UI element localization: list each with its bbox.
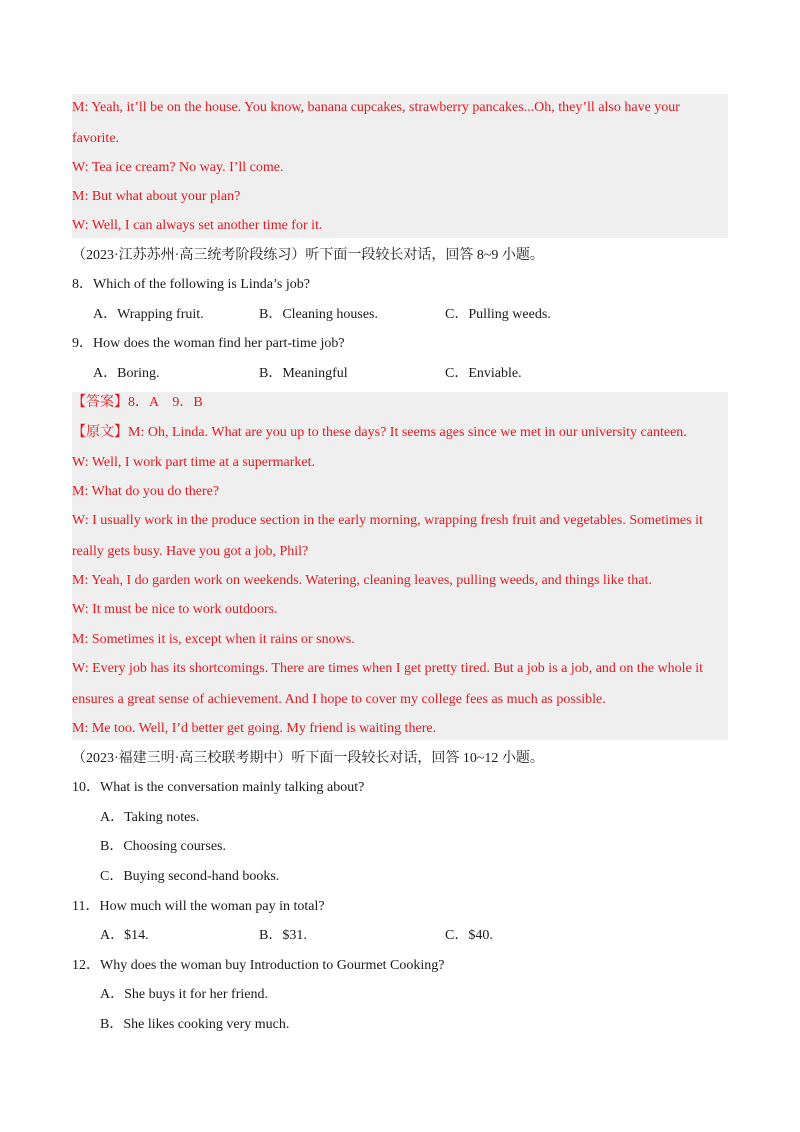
option-c: C．$40. bbox=[445, 928, 493, 943]
transcript-line: W: It must be nice to work outdoors. bbox=[72, 602, 278, 617]
transcript-line: M: Sometimes it is, except when it rains or snows. bbox=[72, 632, 355, 647]
section-intro: （2023·福建三明·高三校联考期中）听下面一段较长对话，回答 10~12 小题。 bbox=[72, 751, 544, 766]
option-c: C．Pulling weeds. bbox=[445, 307, 551, 322]
transcript-line: M: Me too. Well, I’d better get going. My friend is waiting there. bbox=[72, 721, 437, 736]
option-b: B．She likes cooking very much. bbox=[100, 1017, 290, 1032]
option-c: C．Enviable. bbox=[445, 366, 522, 381]
dialog-line: W: Tea ice cream? No way. I’ll come. bbox=[72, 160, 284, 175]
option-a: A．Boring. bbox=[93, 366, 160, 381]
question-stem: 9．How does the woman find her part-time job? bbox=[72, 336, 345, 351]
transcript-line: M: Yeah, I do garden work on weekends. Watering, cleaning leaves, pulling weeds, and things like that. bbox=[72, 573, 652, 588]
question-stem: 12．Why does the woman buy Introduction to Gourmet Cooking? bbox=[72, 958, 445, 973]
option-b: B．Choosing courses. bbox=[100, 839, 226, 854]
transcript-line: really gets busy. Have you got a job, Phil? bbox=[72, 544, 309, 559]
answer-shade bbox=[72, 392, 728, 740]
transcript-line: W: Well, I work part time at a supermarket. bbox=[72, 455, 316, 470]
transcript-line: W: Every job has its shortcomings. There are times when I get pretty tired. But a job is a job, and on the whole it bbox=[72, 661, 704, 676]
dialog-line: favorite. bbox=[72, 131, 120, 146]
option-a: A．She buys it for her friend. bbox=[100, 987, 268, 1002]
option-c: C．Buying second-hand books. bbox=[100, 869, 280, 884]
dialog-line: W: Well, I can always set another time for it. bbox=[72, 218, 323, 233]
transcript-line: M: What do you do there? bbox=[72, 484, 220, 499]
option-a: A．$14. bbox=[100, 928, 149, 943]
answer-key: 【答案】8．A 9．B bbox=[72, 395, 203, 410]
option-b: B．Cleaning houses. bbox=[259, 307, 378, 322]
question-stem: 11．How much will the woman pay in total? bbox=[72, 899, 325, 914]
option-b: B．$31. bbox=[259, 928, 307, 943]
question-stem: 8．Which of the following is Linda’s job? bbox=[72, 277, 310, 292]
transcript-line: 【原文】M: Oh, Linda. What are you up to these days? It seems ages since we met in our university canteen. bbox=[72, 425, 687, 440]
transcript-line: W: I usually work in the produce section in the early morning, wrapping fresh fruit and vegetables. Sometimes it bbox=[72, 513, 703, 528]
dialog-line: M: Yeah, it’ll be on the house. You know, banana cupcakes, strawberry pancakes...Oh, they’ll also have your bbox=[72, 100, 680, 115]
transcript-line: ensures a great sense of achievement. And I hope to cover my college fees as much as possible. bbox=[72, 692, 606, 707]
option-a: A．Taking notes. bbox=[100, 810, 200, 825]
question-stem: 10．What is the conversation mainly talking about? bbox=[72, 780, 365, 795]
dialog-line: M: But what about your plan? bbox=[72, 189, 241, 204]
option-b: B．Meaningful bbox=[259, 366, 348, 381]
option-a: A．Wrapping fruit. bbox=[93, 307, 204, 322]
section-intro: （2023·江苏苏州·高三统考阶段练习）听下面一段较长对话，回答 8~9 小题。 bbox=[72, 248, 544, 263]
